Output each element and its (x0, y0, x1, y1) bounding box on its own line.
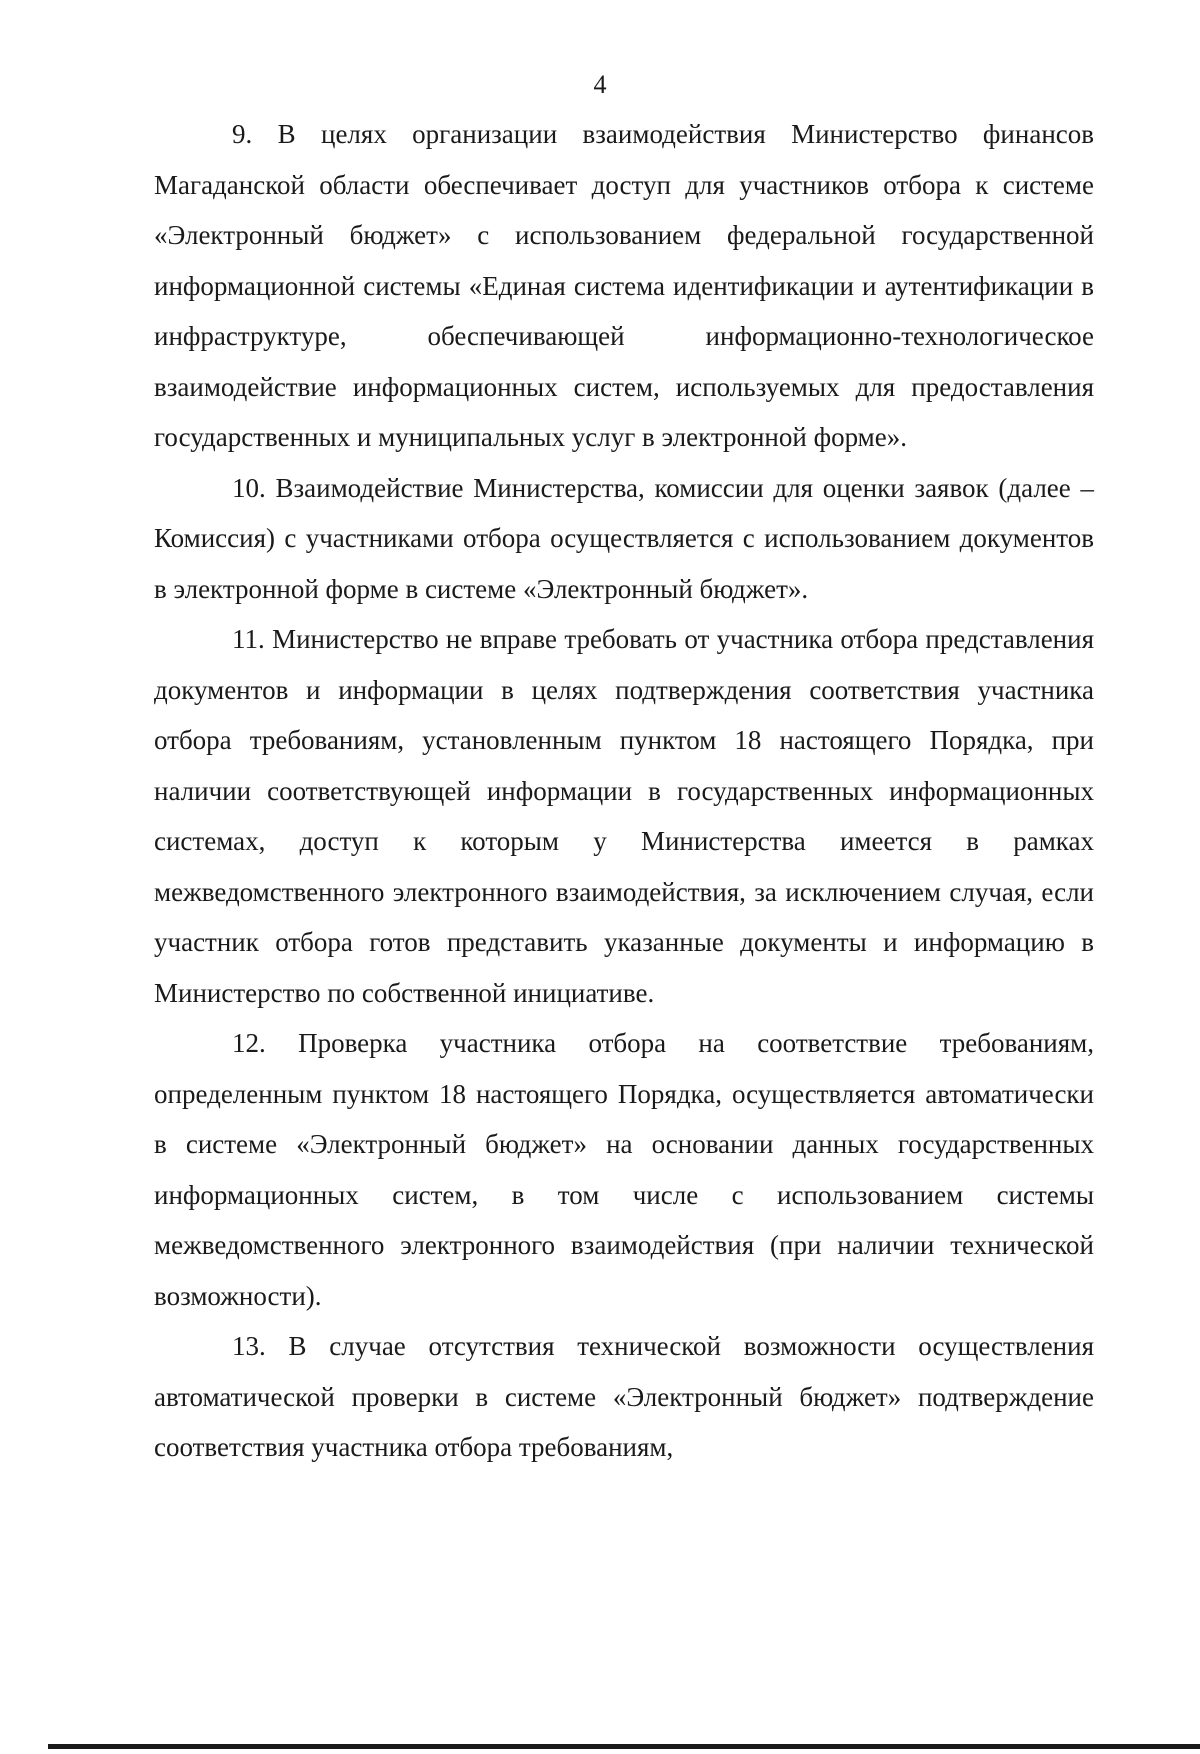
paragraph-12: 12. Проверка участника отбора на соответствие требованиям, определенным пунктом 18 настоящего Порядка, осуществляется автоматически в системе «Электронный бюджет» на основании данных государственных информационных систем, в том числе с использованием системы межведомственного электронного взаимодействия (при наличии технической возможности). (154, 1028, 1094, 1311)
paragraph-10: 10. Взаимодействие Министерства, комиссии для оценки заявок (далее – Комиссия) с участниками отбора осуществляется с использованием документов в электронной форме в системе «Электронный бюджет». (154, 472, 1094, 604)
paragraph-11: 11. Министерство не вправе требовать от участника отбора представления документов и информации в целях подтверждения соответствия участника отбора требованиям, установленным пунктом 18 настоящего Порядка, при наличии соответствующей информации в государственных информационных системах, доступ к которым у Министерства имеется в рамках межведомственного электронного взаимодействия, за исключением случая, если участник отбора готов представить указанные документы и информацию в Министерство по собственной инициативе. (154, 624, 1094, 1008)
page-number: 4 (593, 70, 607, 99)
paragraph-13: 13. В случае отсутствия технической возможности осуществления автоматической проверки в системе «Электронный бюджет» подтверждение соответствия участника отбора требованиям, (154, 1331, 1094, 1462)
paragraph-9: 9. В целях организации взаимодействия Министерство финансов Магаданской области обеспечивает доступ для участников отбора к системе «Электронный бюджет» с использованием федеральной государственной информационной системы «Единая система идентификации и аутентификации в инфраструктуре, обеспечивающей информационно-технологическое взаимодействие информационных систем, используемых для предоставления государственных и муниципальных услуг в электронной форме». (154, 119, 1094, 452)
page-bottom-rule (48, 1744, 1200, 1749)
document-body (154, 109, 1094, 1473)
